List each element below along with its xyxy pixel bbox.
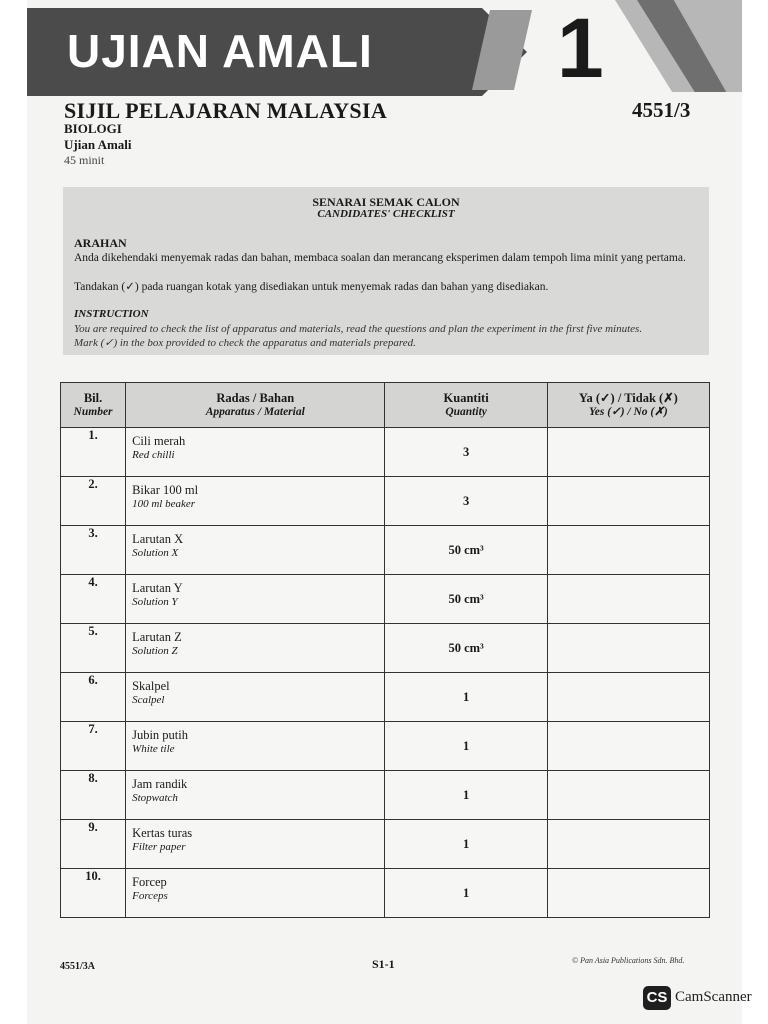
item-name-en: Solution Y <box>132 596 178 608</box>
row-item <box>126 820 385 869</box>
row-number: 10. <box>61 869 126 918</box>
mark-checkbox-cell[interactable] <box>547 428 709 477</box>
apparatus-table <box>60 382 710 918</box>
panel-heading-en: CANDIDATES' CHECKLIST <box>317 208 455 220</box>
footer-code: 4551/3A <box>60 961 95 972</box>
row-item <box>126 624 385 673</box>
row-number: 5. <box>61 624 126 673</box>
arahan-text-1: Anda dikehendaki menyemak radas dan bahan, membaca soalan dan merancang eksperimen dalam tempoh lima minit yang pertama. <box>74 252 686 264</box>
row-item <box>126 526 385 575</box>
row-quantity: 3 <box>385 428 547 477</box>
row-quantity: 1 <box>385 722 547 771</box>
mark-checkbox-cell[interactable] <box>547 624 709 673</box>
camscanner-watermark: CamScanner <box>675 989 752 1005</box>
instructions-panel <box>63 187 709 355</box>
mark-checkbox-cell[interactable] <box>547 869 709 918</box>
item-name-ms: Bikar 100 ml <box>132 483 199 497</box>
mark-checkbox-cell[interactable] <box>547 771 709 820</box>
row-quantity: 3 <box>385 477 547 526</box>
row-number: 1. <box>61 428 126 477</box>
table-row <box>61 820 710 869</box>
row-item <box>126 869 385 918</box>
duration: 45 minit <box>64 153 105 167</box>
mark-checkbox-cell[interactable] <box>547 722 709 771</box>
arahan-label: ARAHAN <box>74 236 127 250</box>
table-header-row <box>61 383 710 428</box>
item-name-en: Forceps <box>132 890 168 902</box>
table-row <box>61 673 710 722</box>
header-item: Radas / Bahan Apparatus / Material <box>126 383 385 428</box>
table-row <box>61 575 710 624</box>
instruction-text-1: You are required to check the list of apparatus and materials, read the questions and plan the experiment in the first five minutes. <box>74 323 643 335</box>
item-name-en: Filter paper <box>132 841 186 853</box>
row-number: 9. <box>61 820 126 869</box>
row-item <box>126 771 385 820</box>
item-name-en: White tile <box>132 743 175 755</box>
item-name-ms: Larutan Z <box>132 630 182 644</box>
table-row <box>61 624 710 673</box>
item-name-ms: Skalpel <box>132 679 170 693</box>
footer-page: S1-1 <box>372 957 395 971</box>
row-quantity: 50 cm³ <box>385 624 547 673</box>
item-name-ms: Kertas turas <box>132 826 193 840</box>
banner-number: 1 <box>557 1 604 95</box>
row-number: 8. <box>61 771 126 820</box>
exam-title: SIJIL PELAJARAN MALAYSIA <box>64 98 388 123</box>
header-banner <box>27 0 742 98</box>
row-number: 6. <box>61 673 126 722</box>
item-name-ms: Larutan Y <box>132 581 183 595</box>
item-name-en: Scalpel <box>132 694 165 706</box>
mark-checkbox-cell[interactable] <box>547 820 709 869</box>
item-name-en: Red chilli <box>132 449 175 461</box>
row-quantity: 1 <box>385 869 547 918</box>
item-name-en: Stopwatch <box>132 792 178 804</box>
item-name-en: Solution X <box>132 547 179 559</box>
paper-name: Ujian Amali <box>64 137 132 152</box>
item-name-ms: Jubin putih <box>132 728 189 742</box>
row-quantity: 1 <box>385 771 547 820</box>
arahan-text-2: Tandakan (✓) pada ruangan kotak yang disediakan untuk menyemak radas dan bahan yang disediakan. <box>74 281 549 293</box>
row-quantity: 1 <box>385 820 547 869</box>
mark-checkbox-cell[interactable] <box>547 526 709 575</box>
item-name-en: Solution Z <box>132 645 178 657</box>
paper-code: 4551/3 <box>632 98 691 122</box>
item-name-ms: Cili merah <box>132 434 186 448</box>
row-quantity: 50 cm³ <box>385 526 547 575</box>
table-row <box>61 771 710 820</box>
mark-checkbox-cell[interactable] <box>547 673 709 722</box>
table-row <box>61 526 710 575</box>
table-row <box>61 428 710 477</box>
row-quantity: 1 <box>385 673 547 722</box>
mark-checkbox-cell[interactable] <box>547 575 709 624</box>
item-name-en: 100 ml beaker <box>132 498 196 510</box>
row-number: 7. <box>61 722 126 771</box>
row-item <box>126 477 385 526</box>
row-number: 2. <box>61 477 126 526</box>
panel-heading-ms: SENARAI SEMAK CALON <box>312 195 460 209</box>
row-number: 4. <box>61 575 126 624</box>
item-name-ms: Larutan X <box>132 532 184 546</box>
row-item <box>126 575 385 624</box>
header-mark: Ya (✓) / Tidak (✗) Yes (✓) / No (✗) <box>547 383 709 428</box>
footer-copyright: © Pan Asia Publications Sdn. Bhd. <box>572 956 685 965</box>
camscanner-logo-icon: CS <box>643 986 671 1010</box>
subject: BIOLOGI <box>64 121 122 136</box>
row-item <box>126 428 385 477</box>
table-row <box>61 869 710 918</box>
item-name-ms: Jam randik <box>132 777 188 791</box>
table-row <box>61 477 710 526</box>
table-row <box>61 722 710 771</box>
instruction-text-2: Mark (✓) in the box provided to check the apparatus and materials prepared. <box>74 337 416 349</box>
header-number: Bil. Number <box>61 383 126 428</box>
row-quantity: 50 cm³ <box>385 575 547 624</box>
header-quantity: Kuantiti Quantity <box>385 383 547 428</box>
item-name-ms: Forcep <box>132 875 167 889</box>
row-item <box>126 673 385 722</box>
instruction-label: INSTRUCTION <box>74 308 149 320</box>
row-item <box>126 722 385 771</box>
row-number: 3. <box>61 526 126 575</box>
banner-title: UJIAN AMALI <box>67 25 373 77</box>
mark-checkbox-cell[interactable] <box>547 477 709 526</box>
